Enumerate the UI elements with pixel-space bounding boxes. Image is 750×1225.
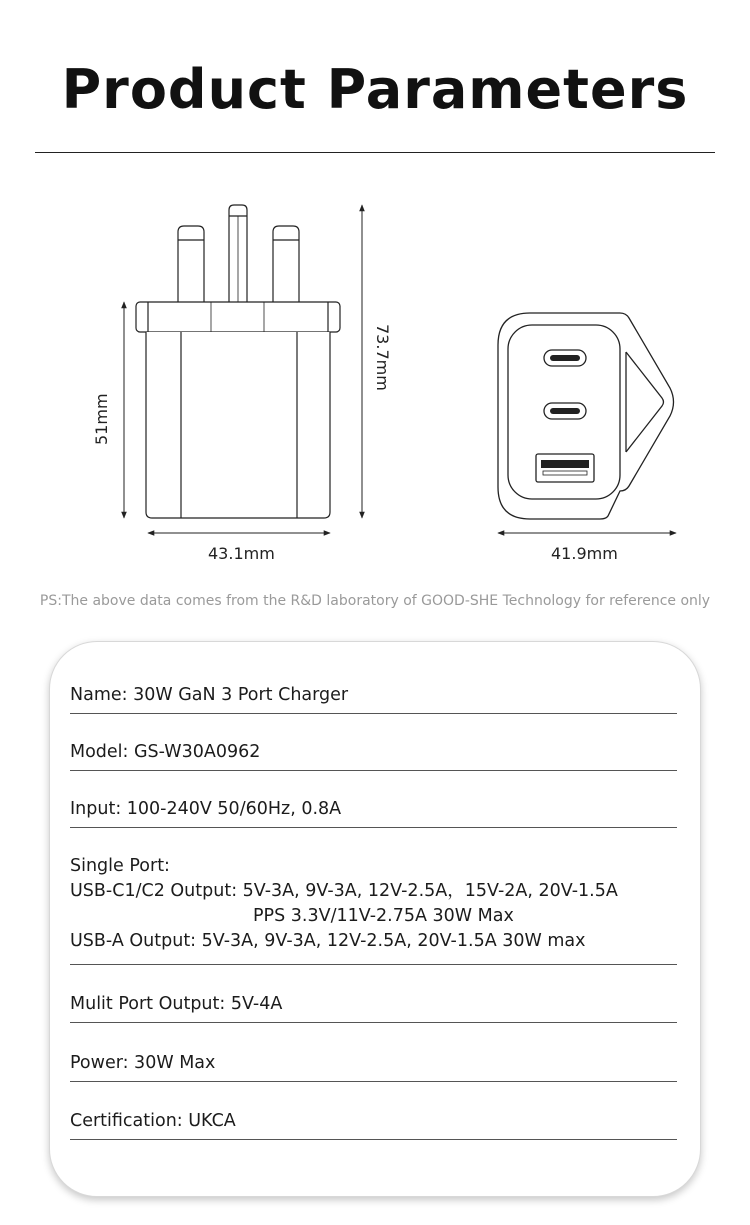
spec-card (49, 641, 701, 1197)
page-title: Product Parameters (61, 58, 689, 121)
spec-power-row (70, 1051, 677, 1082)
spec-multi-port: Mulit Port Output: 5V-4A (70, 994, 283, 1014)
body (146, 332, 330, 518)
spec-power: Power: 30W Max (70, 1053, 216, 1073)
spec-single-port-heading: Single Port: (70, 856, 170, 876)
spec-input-row (70, 797, 677, 828)
spec-model: Model: GS-W30A0962 (70, 742, 261, 762)
disclaimer-note: PS:The above data comes from the R&D laboratory of GOOD-SHE Technology for reference only (39, 593, 711, 609)
dim-label-body-height: 51mm (92, 393, 111, 445)
spec-output-row (70, 854, 677, 965)
left-prong (178, 226, 204, 302)
spec-certification-row (70, 1109, 677, 1140)
dim-label-side-width: 43.1mm (208, 544, 275, 563)
spec-certification: Certification: UKCA (70, 1111, 236, 1131)
right-prong (273, 226, 299, 302)
spec-usb-c-output: USB-C1/C2 Output: 5V-3A, 9V-3A, 12V-2.5A，15V-2A, 20V-1.5A (70, 881, 618, 901)
spec-model-row (70, 740, 677, 771)
dim-label-front-width: 41.9mm (551, 544, 618, 563)
spec-usb-a-output: USB-A Output: 5V-3A, 9V-3A, 12V-2.5A, 20V-1.5A 30W max (70, 931, 586, 951)
flange (136, 302, 340, 332)
spec-name: Name: 30W GaN 3 Port Charger (70, 685, 349, 705)
spec-name-row (70, 683, 677, 714)
spec-multi-port-row (70, 992, 677, 1023)
spec-usb-c-pps: PPS 3.3V/11V-2.75A 30W Max (253, 906, 514, 926)
side-view (136, 205, 340, 518)
spec-input: Input: 100-240V 50/60Hz, 0.8A (70, 799, 342, 819)
front-view (498, 313, 674, 519)
charger-drawing (0, 0, 750, 580)
dim-label-total-height: 73.7mm (373, 324, 392, 391)
